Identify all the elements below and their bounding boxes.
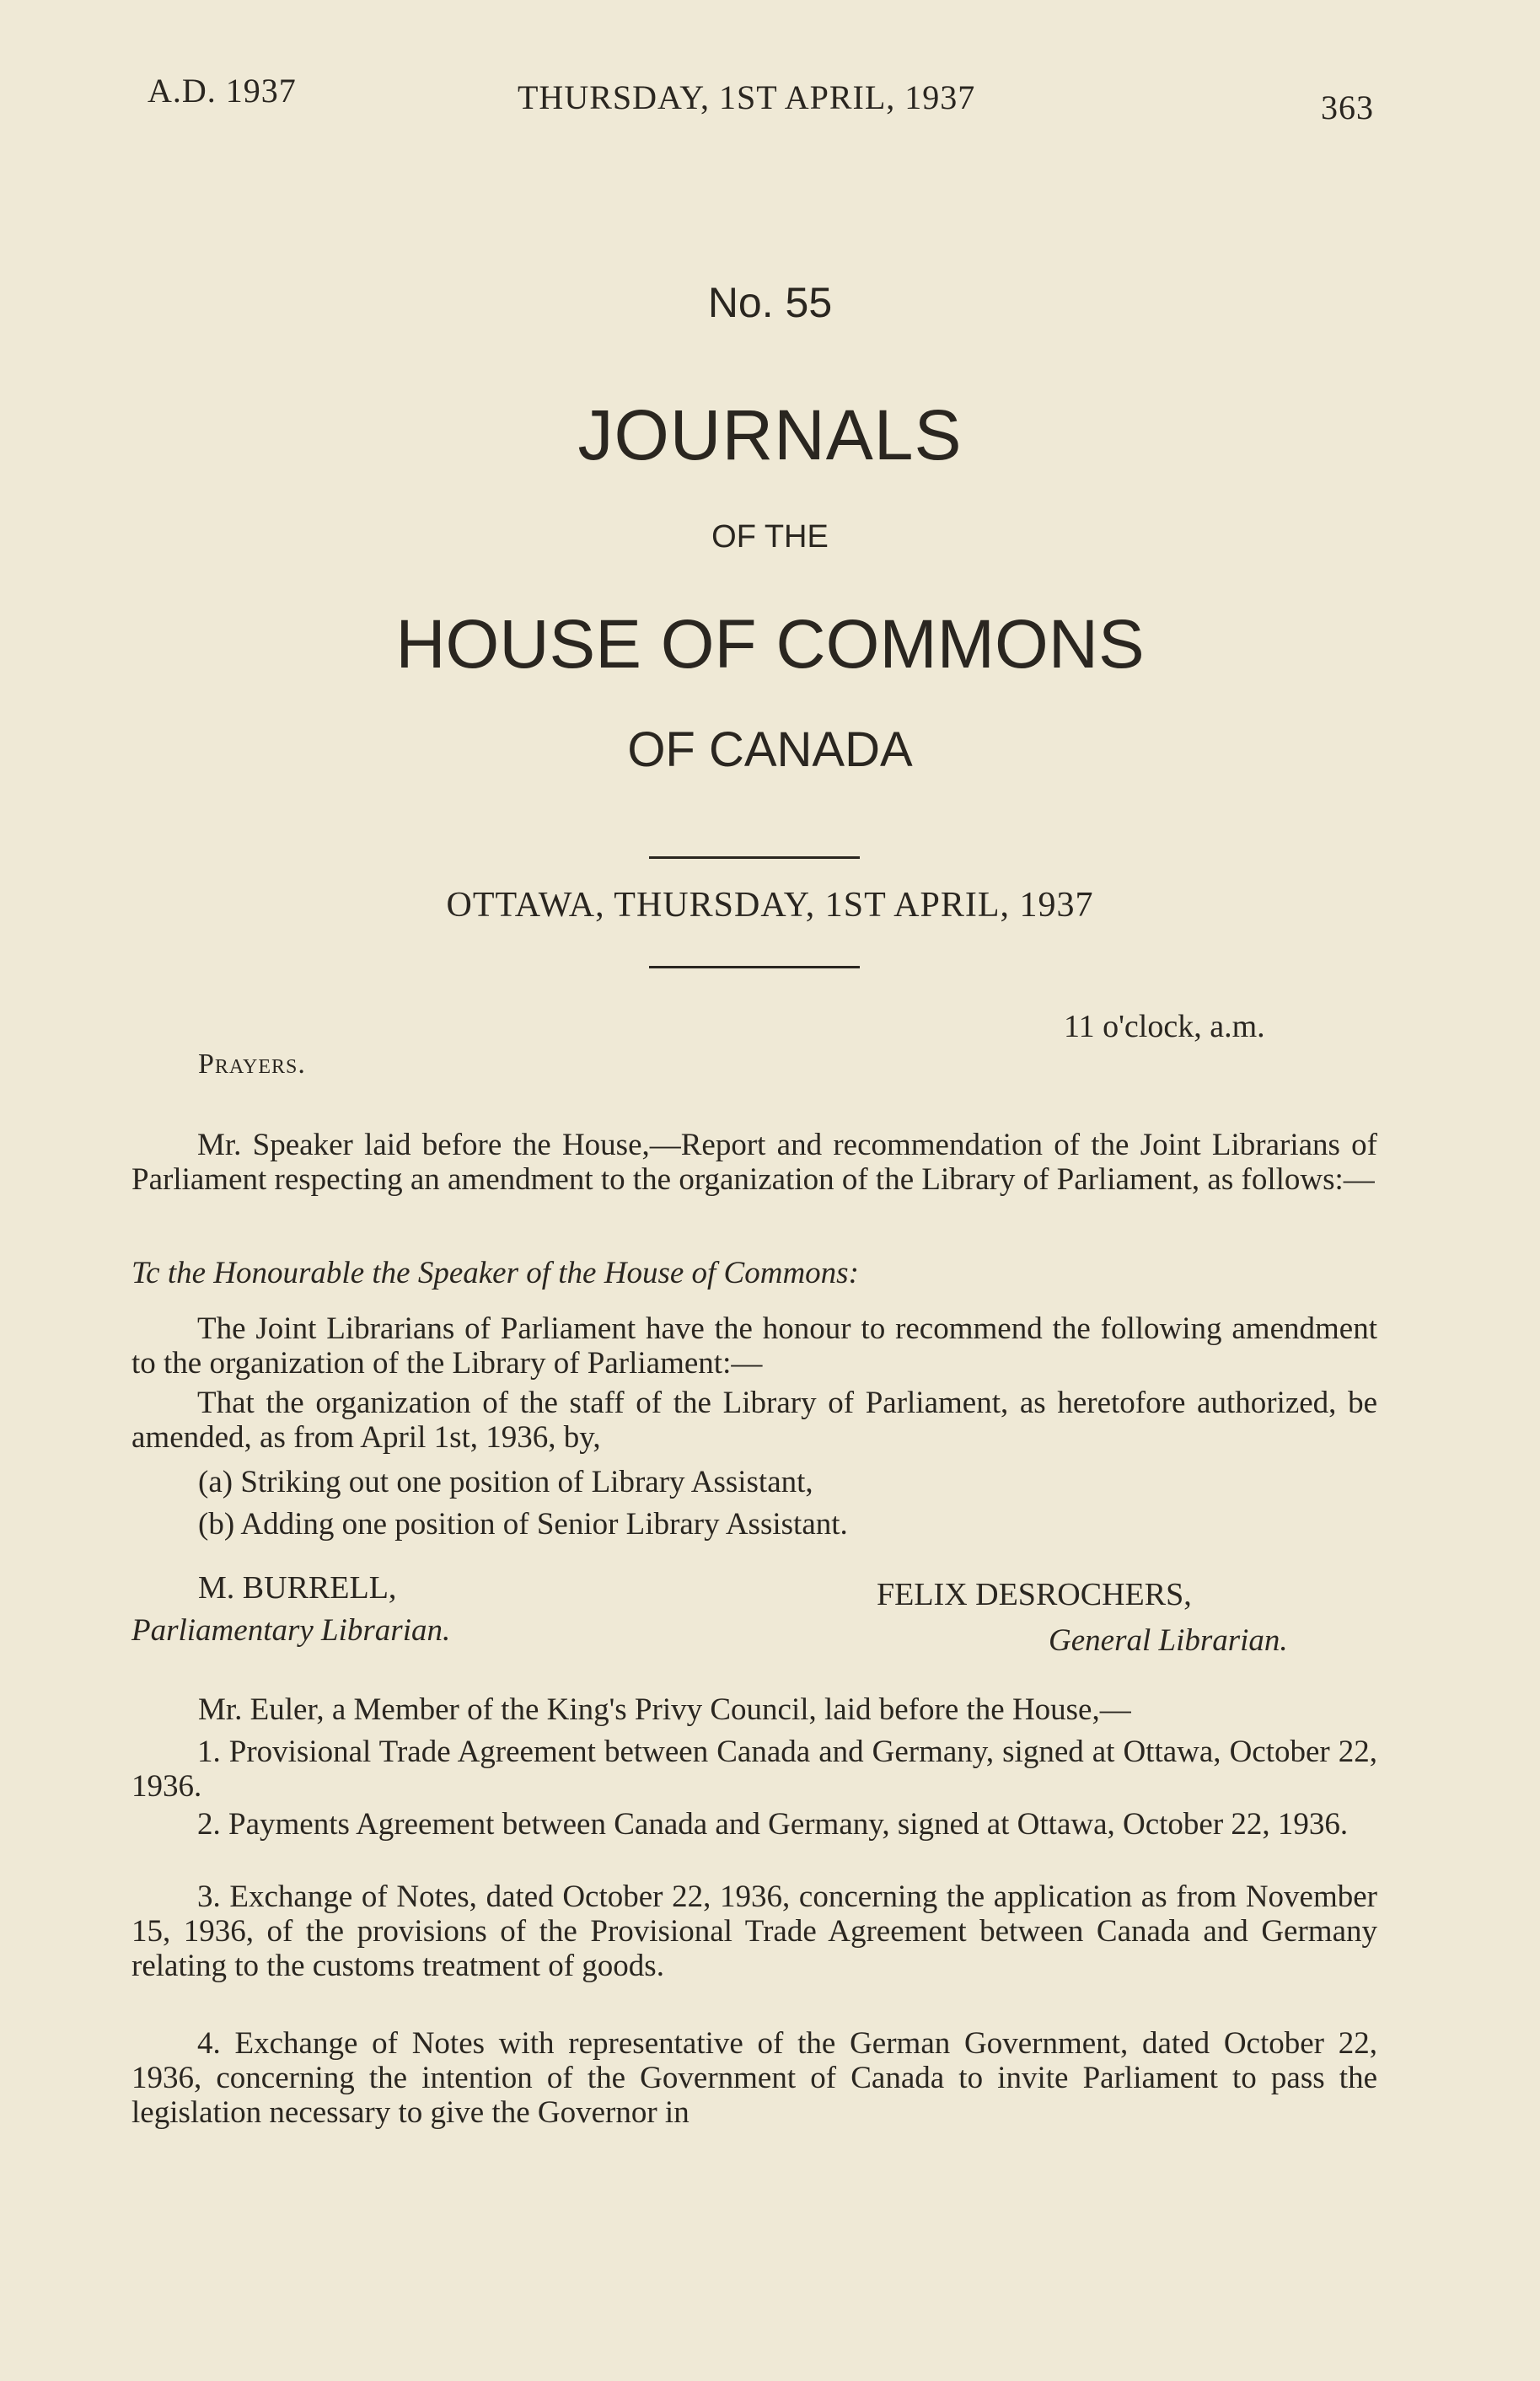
of-the-line: OF THE bbox=[711, 519, 829, 555]
header-year: A.D. 1937 bbox=[148, 72, 297, 110]
journals-title: JOURNALS bbox=[577, 395, 963, 475]
masthead-divider bbox=[649, 856, 860, 859]
signature-left-title: Parliamentary Librarian. bbox=[131, 1613, 451, 1648]
of-canada-line: OF CANADA bbox=[627, 722, 913, 777]
journal-number: No. 55 bbox=[707, 279, 833, 326]
document-item-1: 1. Provisional Trade Agreement between Canada and Germany, signed at Ottawa, October 22, 1936. bbox=[131, 1735, 1377, 1804]
speaker-report-paragraph: Mr. Speaker laid before the House,—Report and recommendation of the Joint Librarians of Parliament respecting an amendment to the organization of the Library of Parliament, as follows:— bbox=[131, 1128, 1377, 1197]
euler-paragraph: Mr. Euler, a Member of the King's Privy Council, laid before the House,— bbox=[198, 1692, 1131, 1727]
house-of-commons-title: HOUSE OF COMMONS bbox=[395, 606, 1145, 683]
document-item-2: 2. Payments Agreement between Canada and Germany, signed at Ottawa, October 22, 1936. bbox=[197, 1807, 1349, 1842]
address-line: Tc the Honourable the Speaker of the House of Commons: bbox=[131, 1256, 859, 1290]
header-date: THURSDAY, 1ST APRIL, 1937 bbox=[518, 78, 976, 116]
signature-left-name: M. BURRELL, bbox=[198, 1570, 397, 1606]
organization-paragraph: That the organization of the staff of the Library of Parliament, as heretofore authorized, be amended, as from April 1st, 1936, by, bbox=[131, 1386, 1377, 1455]
dateline: OTTAWA, THURSDAY, 1ST APRIL, 1937 bbox=[446, 886, 1094, 925]
sitting-time: 11 o'clock, a.m. bbox=[1064, 1009, 1265, 1044]
item-b: (b) Adding one position of Senior Library Assistant. bbox=[198, 1507, 848, 1542]
prayers-heading: Prayers. bbox=[198, 1048, 306, 1080]
document-item-4: 4. Exchange of Notes with representative of the German Government, dated October 22, 1936, concerning the intention of the Government of Canada to invite Parliament to pass the legislation necessary to give the Governor in bbox=[131, 2026, 1377, 2130]
dateline-divider bbox=[649, 966, 860, 968]
item-a: (a) Striking out one position of Library Assistant, bbox=[198, 1465, 813, 1499]
page-number: 363 bbox=[1321, 88, 1374, 126]
signature-right-name: FELIX DESROCHERS, bbox=[877, 1577, 1192, 1612]
document-item-3: 3. Exchange of Notes, dated October 22, 1936, concerning the application as from November 15, 1936, of the provisions of the Provisional Trade Agreement between Canada and Germany relating to the customs treatment of goods. bbox=[131, 1880, 1377, 1983]
signature-right-title: General Librarian. bbox=[1049, 1623, 1288, 1658]
recommendation-paragraph: The Joint Librarians of Parliament have the honour to recommend the following amendment to the organization of the Library of Parliament:— bbox=[131, 1311, 1377, 1381]
